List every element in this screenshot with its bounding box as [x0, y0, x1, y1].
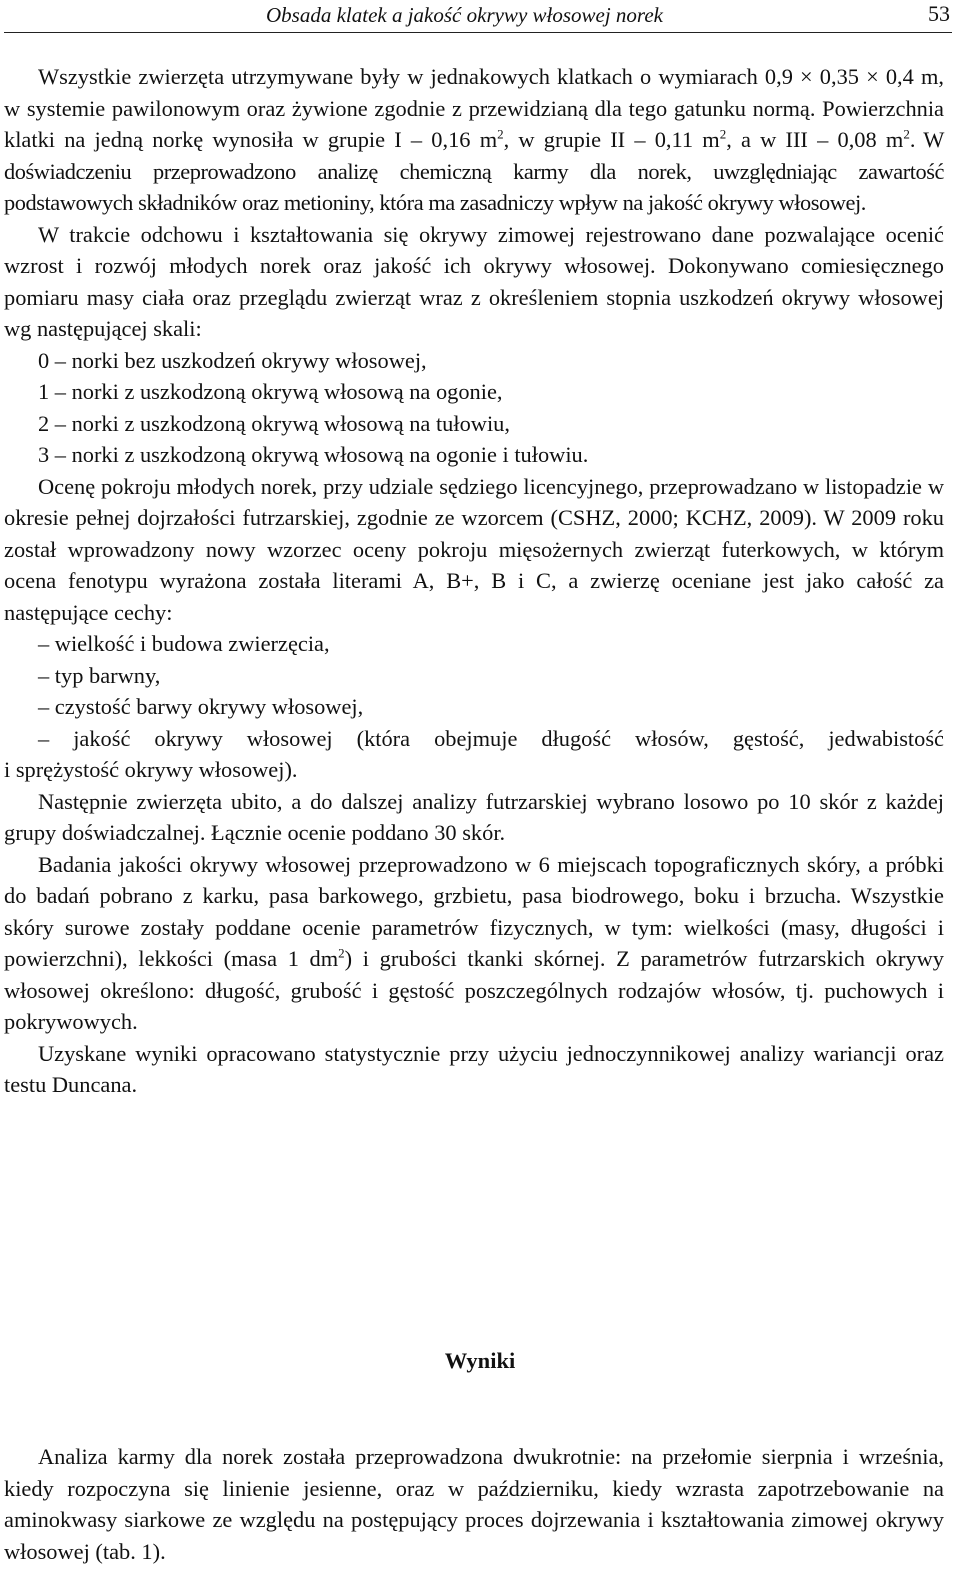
trait-item-2: – typ barwny, [38, 662, 161, 688]
paragraph-cages-part-4: . W doświadczeniu przeprowadzono analizę chemiczną karmy dla norek, uwzględniając zawartość podstawowych składników oraz metioniny, która ma zasadniczy wpływ na jakość okrywy włosowej. [4, 127, 944, 215]
paragraph-skins: Następnie zwierzęta ubito, a do dalszej analizy futrzarskiej wybrano losowo po 10 skór z każdej grupy doświadczalnej. Łącznie ocenie poddano 30 skór. [4, 788, 944, 845]
page-number: 53 [928, 1, 950, 26]
paragraph-quality-part-2: ) i grubości tkanki skórnej. Z parametrów futrzarskich okrywy włosowej określono: długość, grubość i gęstość poszczególnych rodzajów włosów, tj. puchowych i pokrywowych. [4, 946, 944, 1034]
results-body [4, 1441, 944, 1567]
scale-item-0: 0 – norki bez uszkodzeń okrywy włosowej, [38, 347, 427, 373]
paragraph-conformation: Ocenę pokroju młodych norek, przy udziale sędziego licencyjnego, przeprowadzano w listopadzie w okresie pełnej dojrzałości futrzarskiej, zgodnie ze wzorcem (CSHZ, 2000; KCHZ, 2009). W 2009 roku został wprowadzony nowy wzorzec oceny pokroju mięsożernych zwierząt futerkowych, w którym ocena fenotypu wyrażona została literami A, B+, B i C, a zwierzę oceniane jest jako całość za następujące cechy: [4, 473, 944, 625]
paragraph-quality [4, 849, 944, 1038]
trait-item-4: – jakość okrywy włosowej (która obejmuje długość włosów, gęstość, jedwabistość [38, 725, 944, 751]
paragraph-statistics: Uzyskane wyniki opracowano statystycznie przy użyciu jednoczynnikowej analizy wariancji oraz testu Duncana. [4, 1040, 944, 1097]
paragraph-quality-part-1: Badania jakości okrywy włosowej przeprowadzono w 6 miejscach topograficznych skóry, a próbki do badań pobrano z karku, pasa barkowego, grzbietu, pasa biodrowego, boku i brzucha. Wszystkie skóry surowe zostały poddane ocenie parametrów fizycznych, w tym: wielkości (masy, długości i powierzchni), lekkości (masa 1 dm [4, 851, 944, 971]
paragraph-cages-part-2: , w grupie II – 0,11 m [503, 127, 720, 152]
paragraph-cages-part-3: , a w III – 0,08 m [726, 127, 904, 152]
scale-item-3: 3 – norki z uszkodzoną okrywą włosową na ogonie i tułowiu. [38, 442, 589, 467]
paragraph-rearing: W trakcie odchowu i kształtowania się okrywy zimowej rejestrowano dane pozwalające ocenić wzrost i rozwój młodych norek oraz jakość ich okrywy włosowej. Dokonywano comiesięcznego pomiaru masy ciała oraz przeglądu zwierząt wraz z określeniem stopnia uszkodzeń okrywy włosowej wg następującej skali: [4, 221, 944, 341]
section-heading-results: Wyniki [444, 1348, 516, 1373]
scale-item-1: 1 – norki z uszkodzoną okrywą włosową na ogonie, [38, 379, 503, 404]
superscript: 2 [719, 126, 727, 142]
running-header [4, 0, 952, 33]
trait-item-1: – wielkość i budowa zwierzęcia, [38, 631, 330, 656]
superscript: 2 [338, 945, 345, 961]
paragraph-results: Analiza karmy dla norek została przeprowadzona dwukrotnie: na przełomie sierpnia i września, kiedy rozpoczyna się linienie jesienne, oraz w październiku, kiedy wzrasta zapotrzebowanie na aminokwasy siarkowe ze względu na postępujący proces dojrzewania i kształtowania zimowej okrywy włosowej (tab. 1). [4, 1444, 944, 1564]
superscript: 2 [497, 126, 504, 142]
superscript: 2 [903, 126, 910, 142]
running-title: Obsada klatek a jakość okrywy włosowej norek [266, 3, 663, 27]
scale-item-2: 2 – norki z uszkodzoną okrywą włosową na tułowiu, [38, 410, 510, 436]
paragraph-cages [4, 61, 944, 219]
trait-item-4-continued: i sprężystość okrywy włosowej). [4, 757, 298, 782]
paragraph-cages-part-1: Wszystkie zwierzęta utrzymywane były w jednakowych klatkach o wymiarach 0,9 × 0,35 × 0,4 m, w systemie pawilonowym oraz żywione zgodnie z przewidzianą dla tego gatunku normą. Powierzchnia klatki na jedną norkę wynosiła w grupie I – 0,16 m [4, 64, 944, 152]
methods-body [4, 61, 944, 1101]
trait-item-3: – czystość barwy okrywy włosowej, [38, 694, 364, 719]
